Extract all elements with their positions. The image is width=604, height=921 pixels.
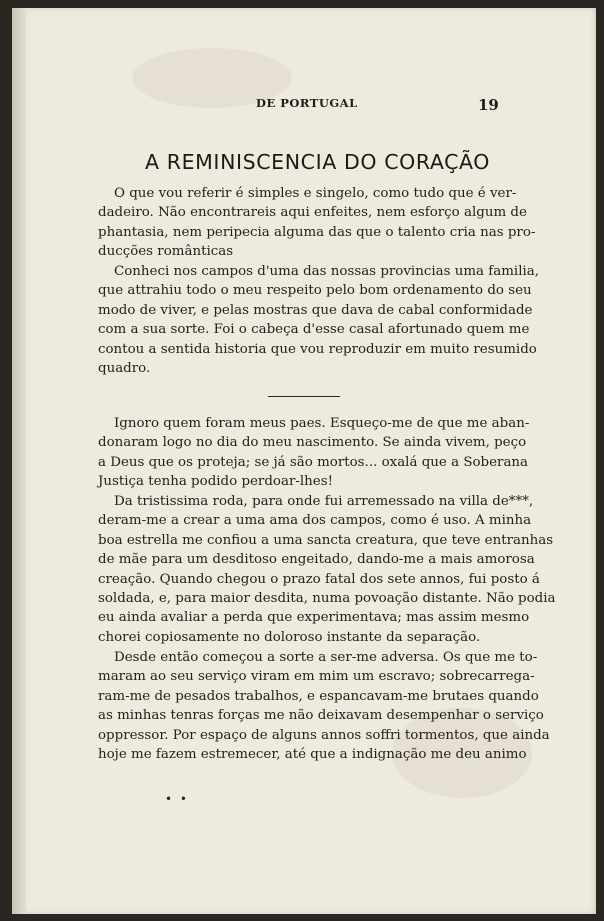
running-title: DE PORTUGAL — [256, 96, 358, 110]
text-line: modo de viver, e pelas mostras que dava de cabal conformidade — [98, 302, 533, 318]
text-line: com a sua sorte. Foi o cabeça d'esse casal afortunado quem me — [98, 322, 530, 338]
text-line: chorei copiosamente no doloroso instante da separação. — [98, 629, 481, 645]
text-line: maram ao seu serviço viram em mim um escravo; sobrecarrega- — [98, 669, 535, 685]
paragraph — [98, 492, 556, 647]
text-line: Conheci nos campos d'uma das nossas provincias uma familia, — [114, 264, 540, 279]
text-line: Desde então começou a sorte a ser-me adversa. Os que me to- — [114, 650, 538, 665]
text-line: quadro. — [98, 361, 151, 377]
text-line: donaram logo no dia do meu nascimento. Se ainda vivem, peço — [98, 435, 527, 451]
paragraph — [98, 184, 536, 262]
text-line: creação. Quando chegou o prazo fatal dos sete annos, fui posto á — [98, 571, 540, 587]
text-line: ducções românticas — [98, 244, 234, 260]
text-line: de mãe para um desditoso engeitado, dando-me a mais amorosa — [98, 552, 535, 568]
text-line: as minhas tenras forças me não deixavam desempenhar o serviço — [98, 708, 544, 724]
text-line: hoje me fazem estremecer, até que a indignação me deu animo — [98, 747, 527, 763]
text-line: Justiça tenha podido perdoar-lhes! — [98, 474, 333, 490]
page-number: 19 — [478, 96, 499, 114]
paragraph — [98, 262, 540, 378]
signature-marks: • • — [165, 792, 189, 806]
paragraph — [98, 648, 550, 764]
page-gutter — [12, 8, 26, 914]
text-line: Da tristissima roda, para onde fui arremessado na villa de***, — [114, 494, 534, 509]
text-line: ram-me de pesados trabalhos, e espancavam-me brutaes quando — [98, 688, 539, 704]
text-line: Ignoro quem foram meus paes. Esqueço-me de que me aban- — [114, 416, 530, 431]
text-line: boa estrella me confiou a uma sancta creatura, que teve entranhas — [98, 532, 554, 548]
chapter-title: A REMINISCENCIA DO CORAÇÃO — [145, 150, 491, 174]
text-line: soldada, e, para maior desdita, numa povoação distante. Não podia — [98, 591, 556, 607]
text-line: que attrahiu todo o meu respeito pelo bom ordenamento do seu — [98, 283, 532, 299]
text-line: oppressor. Por espaço de alguns annos soffri tormentos, que ainda — [98, 727, 550, 743]
text-line: dadeiro. Não encontrareis aqui enfeites, nem esforço algum de — [98, 205, 527, 221]
text-line: eu ainda avaliar a perda que experimentava; mas assim mesmo — [98, 610, 530, 626]
text-line: a Deus que os proteja; se já são mortos... oxalá que a Soberana — [98, 454, 529, 470]
text-line: deram-me a crear a uma ama dos campos, como é uso. A minha — [98, 513, 532, 529]
text-line: O que vou referir é simples e singelo, como tudo que é ver- — [114, 186, 517, 201]
text-line: contou a sentida historia que vou reproduzir em muito resumido — [98, 341, 537, 357]
text-line: phantasia, nem peripecia alguma das que o talento cria nas pro- — [98, 224, 536, 240]
paragraph — [98, 414, 530, 492]
section-separator — [268, 396, 340, 397]
